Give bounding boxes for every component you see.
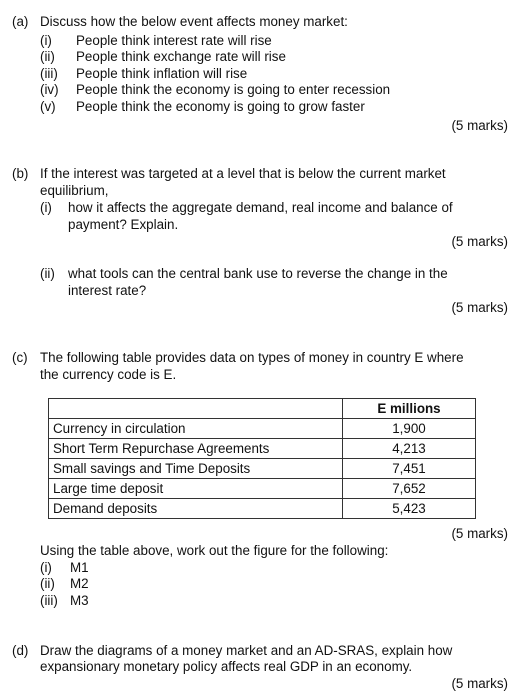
question-b-ii-line2: interest rate? bbox=[68, 283, 147, 298]
question-a-item-num: (i) bbox=[40, 33, 52, 48]
question-c-item-num: (i) bbox=[40, 560, 52, 575]
question-a-item-text: People think interest rate will rise bbox=[76, 33, 272, 48]
question-d-line1: Draw the diagrams of a money market and an AD-SRAS, explain how bbox=[40, 643, 453, 658]
question-b-intro-line2: equilibrium, bbox=[40, 183, 109, 198]
table-row bbox=[49, 479, 476, 499]
question-c-label: (c) bbox=[12, 350, 28, 365]
table-row-name: Small savings and Time Deposits bbox=[49, 459, 343, 479]
question-a-marks: (5 marks) bbox=[451, 118, 508, 133]
table-row-name: Large time deposit bbox=[49, 479, 343, 499]
question-a-item-text: People think the economy is going to enter recession bbox=[76, 82, 391, 97]
question-c-intro-line2: the currency code is E. bbox=[40, 367, 177, 382]
question-d-marks: (5 marks) bbox=[451, 676, 508, 691]
question-a-item-num: (iv) bbox=[40, 82, 59, 97]
table-row bbox=[49, 459, 476, 479]
question-a-label: (a) bbox=[12, 14, 29, 29]
question-b-ii-line1: what tools can the central bank use to reverse the change in the bbox=[68, 266, 448, 281]
question-b-ii-num: (ii) bbox=[40, 266, 55, 281]
question-a-item-text: People think inflation will rise bbox=[76, 66, 248, 81]
table-row bbox=[49, 499, 476, 519]
question-a-item-num: (iii) bbox=[40, 66, 58, 81]
table-row bbox=[49, 419, 476, 439]
table-row-value: 1,900 bbox=[343, 419, 476, 439]
question-c-item-num: (iii) bbox=[40, 593, 58, 608]
question-b-i-line1: how it affects the aggregate demand, real income and balance of bbox=[68, 200, 453, 215]
table-header-empty-cell bbox=[49, 399, 343, 419]
table-header-row bbox=[49, 399, 476, 419]
question-b-intro-line1: If the interest was targeted at a level that is below the current market bbox=[40, 166, 446, 181]
question-c-item-text: M1 bbox=[70, 560, 89, 575]
question-b-i-num: (i) bbox=[40, 200, 52, 215]
question-a-item-num: (v) bbox=[40, 99, 56, 114]
money-types-table bbox=[48, 398, 476, 519]
table-row-value: 7,451 bbox=[343, 459, 476, 479]
question-c-item-text: M3 bbox=[70, 593, 89, 608]
question-b-label: (b) bbox=[12, 166, 29, 181]
question-c-instruction: Using the table above, work out the figure for the following: bbox=[40, 543, 389, 558]
question-a-item-num: (ii) bbox=[40, 49, 55, 64]
question-a-item-text: People think the economy is going to grow faster bbox=[76, 99, 365, 114]
question-b-i-marks: (5 marks) bbox=[451, 234, 508, 249]
question-c-intro-line1: The following table provides data on types of money in country E where bbox=[40, 350, 464, 365]
question-c-item-text: M2 bbox=[70, 576, 89, 591]
question-b-i-line2: payment? Explain. bbox=[68, 217, 179, 232]
table-header-value: E millions bbox=[343, 399, 476, 419]
question-c-marks: (5 marks) bbox=[451, 526, 508, 541]
table-row-name: Short Term Repurchase Agreements bbox=[49, 439, 343, 459]
table-row-name: Demand deposits bbox=[49, 499, 343, 519]
question-c-item-num: (ii) bbox=[40, 576, 55, 591]
table-row-value: 5,423 bbox=[343, 499, 476, 519]
table-row bbox=[49, 439, 476, 459]
table-row-value: 7,652 bbox=[343, 479, 476, 499]
question-b-ii-marks: (5 marks) bbox=[451, 300, 508, 315]
question-a-item-text: People think exchange rate will rise bbox=[76, 49, 286, 64]
question-a-intro: Discuss how the below event affects money market: bbox=[40, 14, 348, 29]
table-row-name: Currency in circulation bbox=[49, 419, 343, 439]
table-row-value: 4,213 bbox=[343, 439, 476, 459]
question-d-line2: expansionary monetary policy affects real GDP in an economy. bbox=[40, 659, 413, 674]
question-d-label: (d) bbox=[12, 643, 29, 658]
